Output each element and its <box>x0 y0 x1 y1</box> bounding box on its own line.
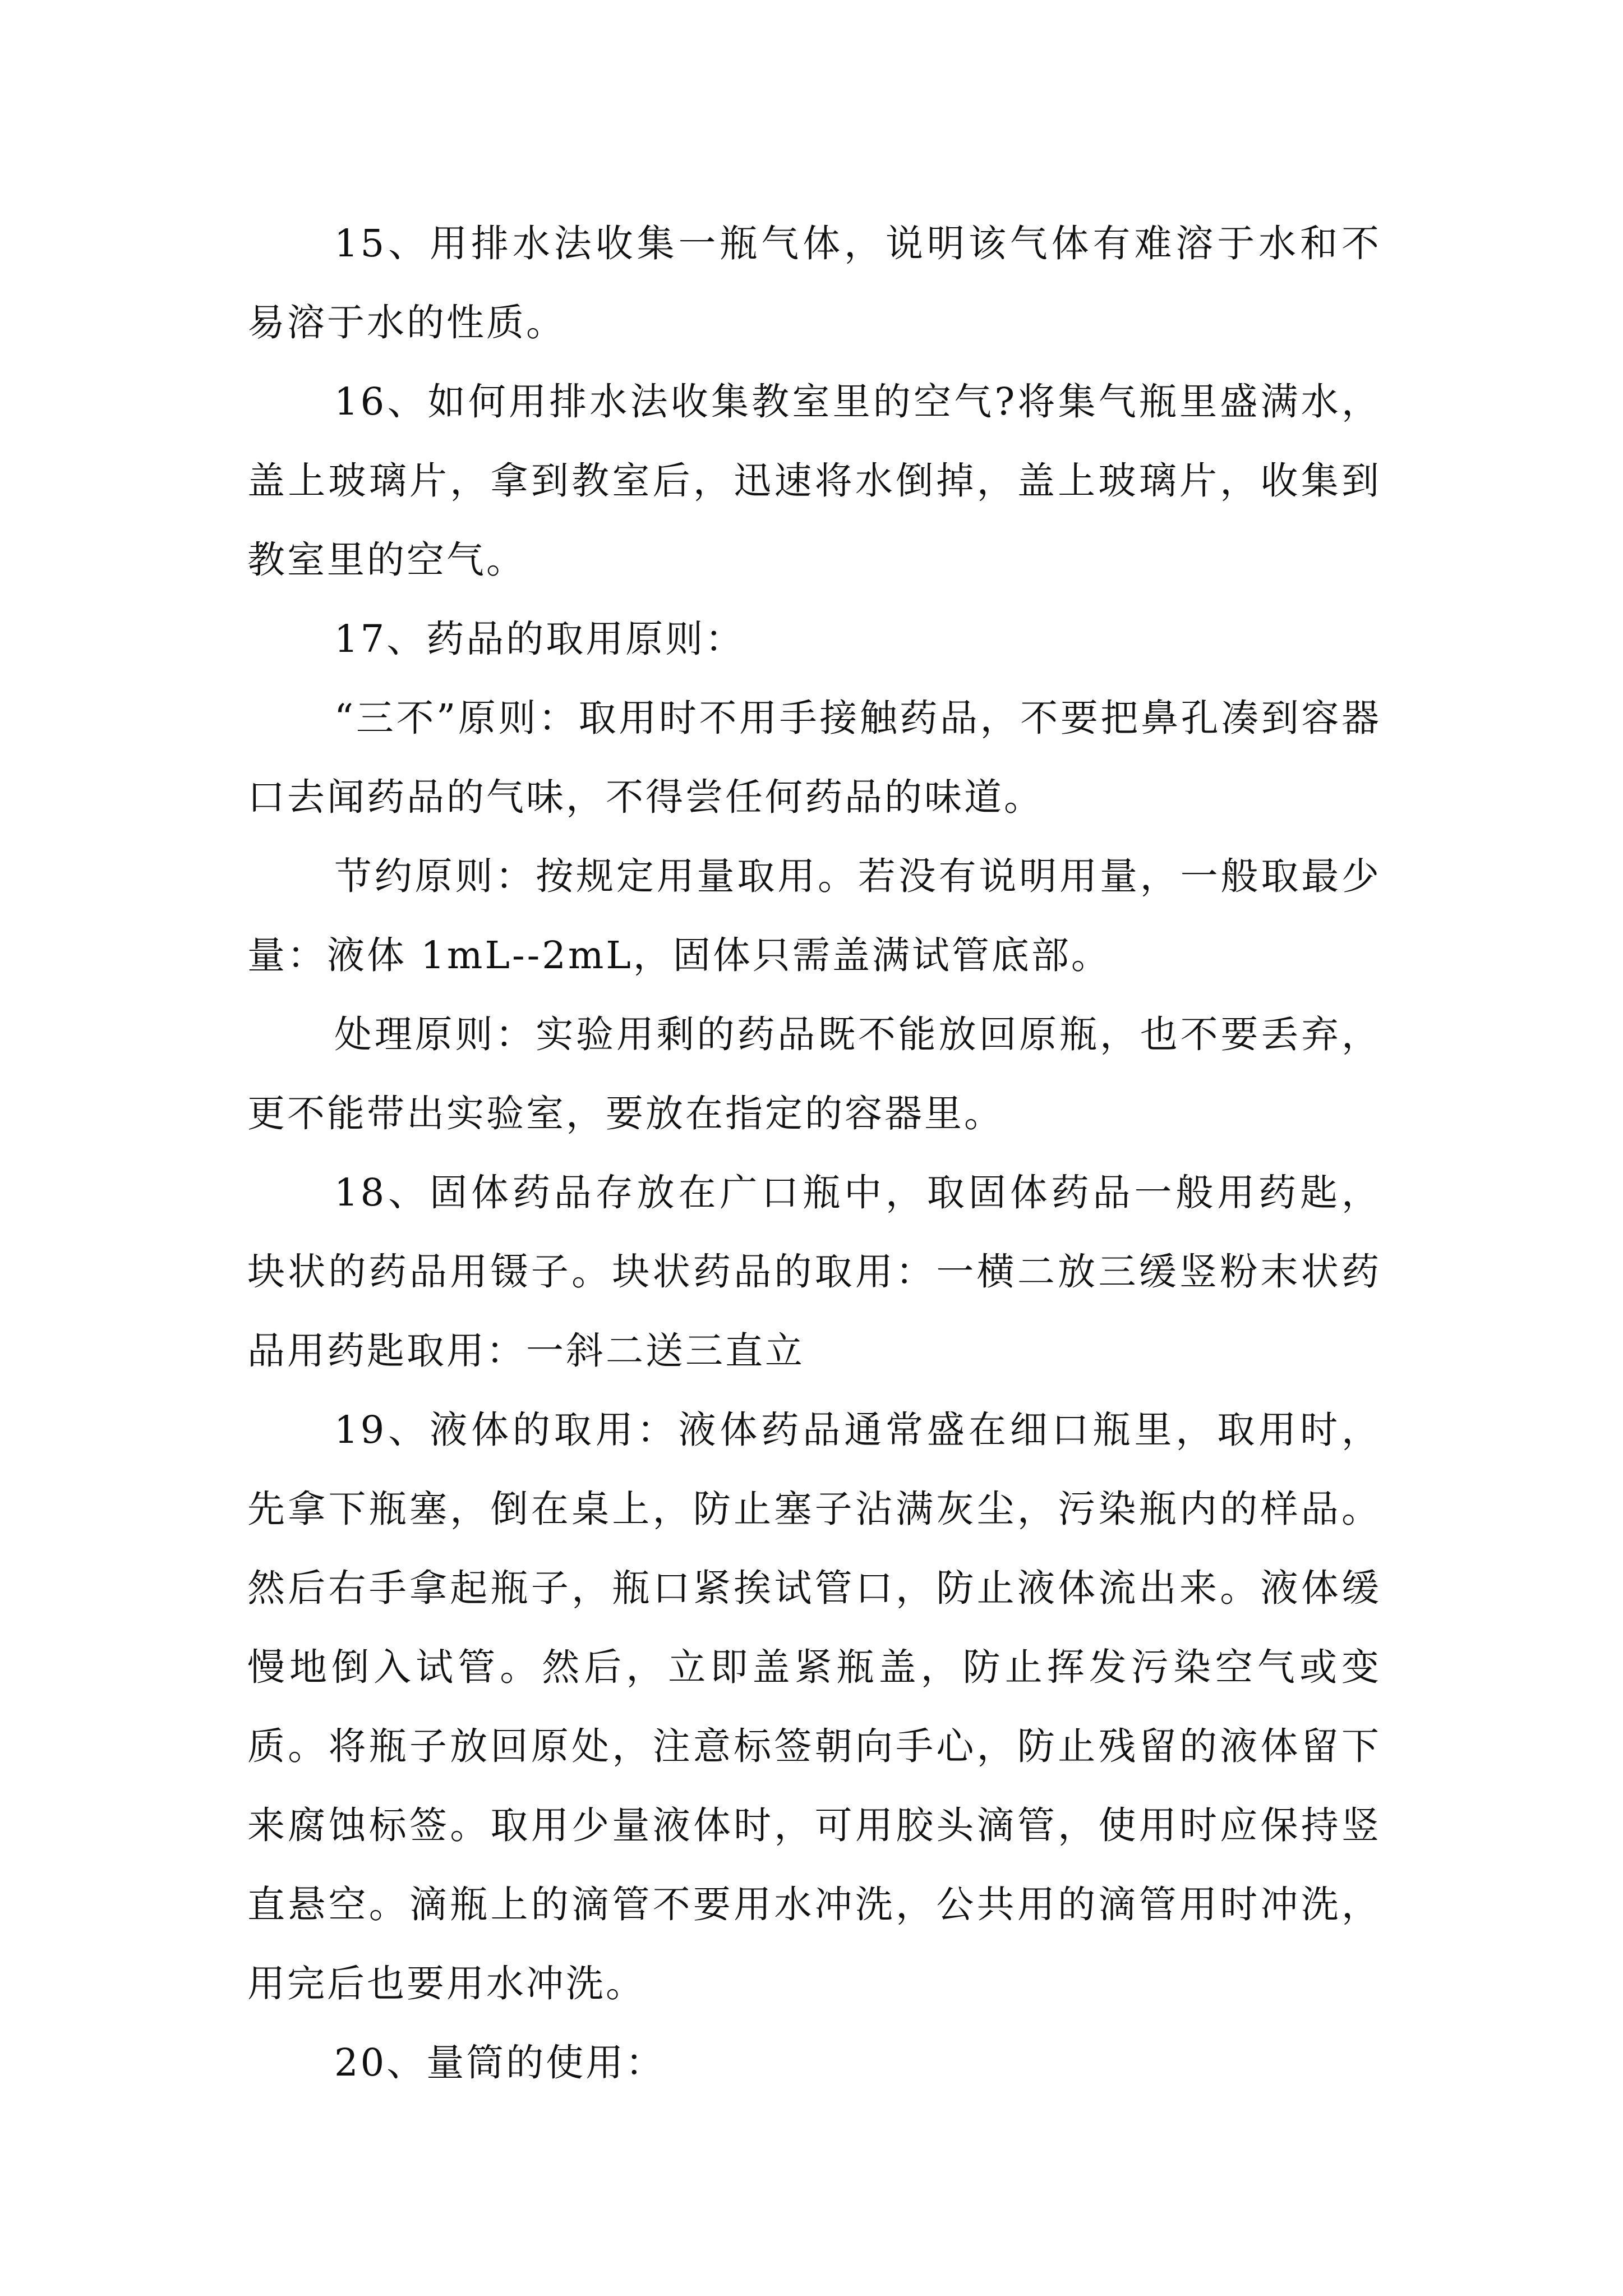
paragraph-18-solid-reagents: 18、固体药品存放在广口瓶中，取固体药品一般用药匙，块状的药品用镊子。块状药品的取用：一横二放三缓竖粉末状药品用药匙取用：一斜二送三直立 <box>247 1171 1381 1373</box>
paragraph-16-collect-classroom-air: 16、如何用排水法收集教室里的空气?将集气瓶里盛满水，盖上玻璃片，拿到教室后，迅速将水倒掉，盖上玻璃片，收集到教室里的空气。 <box>247 380 1381 582</box>
paragraph-disposal-principle: 处理原则：实验用剩的药品既不能放回原瓶，也不要丢弃，更不能带出实验室，要放在指定的容器里。 <box>247 1013 1381 1135</box>
paragraph-15-gas-collection: 15、用排水法收集一瓶气体，说明该气体有难溶于水和不易溶于水的性质。 <box>247 222 1381 344</box>
paragraph-saving-principle: 节约原则：按规定用量取用。若没有说明用量，一般取最少量：液体 1mL--2mL，固体只需盖满试管底部。 <box>247 854 1381 977</box>
paragraph-three-no-principle: “三不”原则：取用时不用手接触药品，不要把鼻孔凑到容器口去闻药品的气味，不得尝任何药品的味道。 <box>247 696 1381 819</box>
paragraph-17-drug-principles-heading: 17、药品的取用原则： <box>334 617 745 661</box>
document-body <box>247 204 1381 2102</box>
paragraph-20-graduated-cylinder: 20、量筒的使用： <box>334 2041 666 2085</box>
paragraph-19-liquid-reagents: 19、液体的取用：液体药品通常盛在细口瓶里，取用时，先拿下瓶塞，倒在桌上，防止塞子沾满灰尘，污染瓶内的样品。然后右手拿起瓶子，瓶口紧挨试管口，防止液体流出来。液体缓慢地倒入试管。然后，立即盖紧瓶盖，防止挥发污染空气或变质。将瓶子放回原处，注意标签朝向手心，防止残留的液体留下来腐蚀标签。取用少量液体时，可用胶头滴管，使用时应保持竖直悬空。滴瓶上的滴管不要用水冲洗，公共用的滴管用时冲洗，用完后也要用水冲洗。 <box>247 1408 1381 2005</box>
